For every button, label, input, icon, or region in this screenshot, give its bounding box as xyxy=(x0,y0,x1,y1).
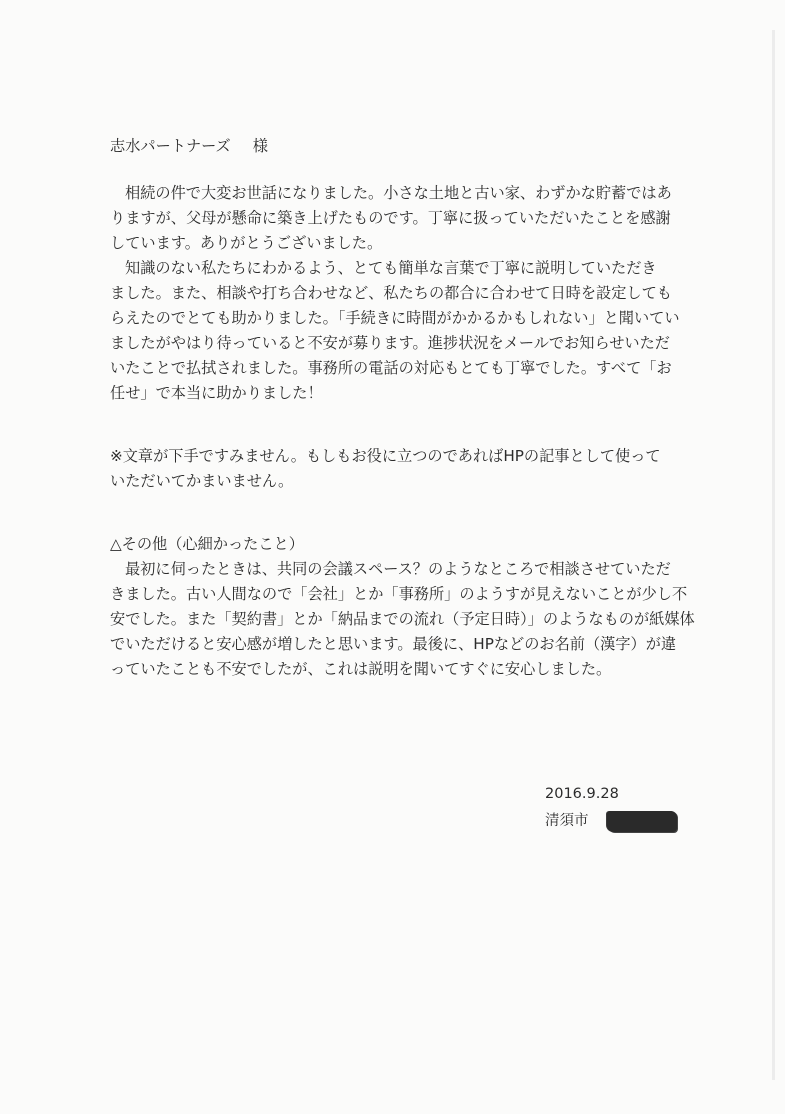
body-line: 知識のない私たちにわかるよう、とても簡単な言葉で丁寧に説明していただき xyxy=(125,259,657,277)
addressee-honorific: 様 xyxy=(252,137,268,155)
other-line: 最初に伺ったときは、共同の会議スペース？のようなところで相談させていただ xyxy=(125,560,671,578)
other-line: 安でした。また「契約書」とか「納品までの流れ（予定日時）」のようなものが紙媒体 xyxy=(110,610,695,628)
body-line: いたことで払拭されました。事務所の電話の対応もとても丁寧でした。すべて「お xyxy=(110,359,672,377)
signature-date-row xyxy=(545,781,677,808)
body-line: 相続の件で大変お世話になりました。小さな土地と古い家、わずかな貯蓄ではあ xyxy=(125,184,672,202)
other-line: っていたことも不安でしたが、これは説明を聞いてすぐに安心しました。 xyxy=(110,660,612,678)
other-line: きました。古い人間なので「会社」とか「事務所」のようすが見えないことが少し不 xyxy=(110,585,688,603)
thanks-paragraph xyxy=(110,181,700,406)
body-line: ました。また、相談や打ち合わせなど、私たちの都合に合わせて日時を設定しても xyxy=(110,284,672,302)
body-line: りますが、父母が懸命に築き上げたものです。丁寧に扱っていただいたことを感謝 xyxy=(110,209,671,227)
signature-name-row xyxy=(545,808,677,835)
scan-edge xyxy=(772,30,775,1080)
note-line: いただいてかまいません。 xyxy=(110,472,294,490)
other-line: でいただけると安心感が増したと思います。最後に、HPなどのお名前（漢字）が違 xyxy=(110,635,677,653)
note-paragraph xyxy=(110,444,700,494)
addressee-line xyxy=(110,134,700,159)
signature-city: 清須市 xyxy=(545,813,589,829)
addressee-name: 志水パートナーズ xyxy=(110,137,231,155)
other-section xyxy=(110,532,700,682)
body-line: 任せ」で本当に助かりました！ xyxy=(110,384,323,402)
body-line: ましたがやはり待っていると不安が募ります。進捗状況をメールでお知らせいただ xyxy=(110,334,670,352)
spacer xyxy=(110,406,700,444)
signature-block xyxy=(545,781,677,835)
signature-date: 2016.9.28 xyxy=(545,786,619,802)
spacer xyxy=(110,494,700,532)
redacted-name xyxy=(607,811,677,832)
note-line: ※文章が下手ですみません。もしもお役に立つのであればHPの記事として使って xyxy=(110,447,661,465)
letter-body xyxy=(110,134,700,682)
body-line: しています。ありがとうございました。 xyxy=(110,234,383,252)
body-line: らえたのでとても助かりました。「手続きに時間がかかるかもしれない」と聞いてい xyxy=(110,309,680,327)
other-heading: △その他（心細かったこと） xyxy=(110,535,304,553)
